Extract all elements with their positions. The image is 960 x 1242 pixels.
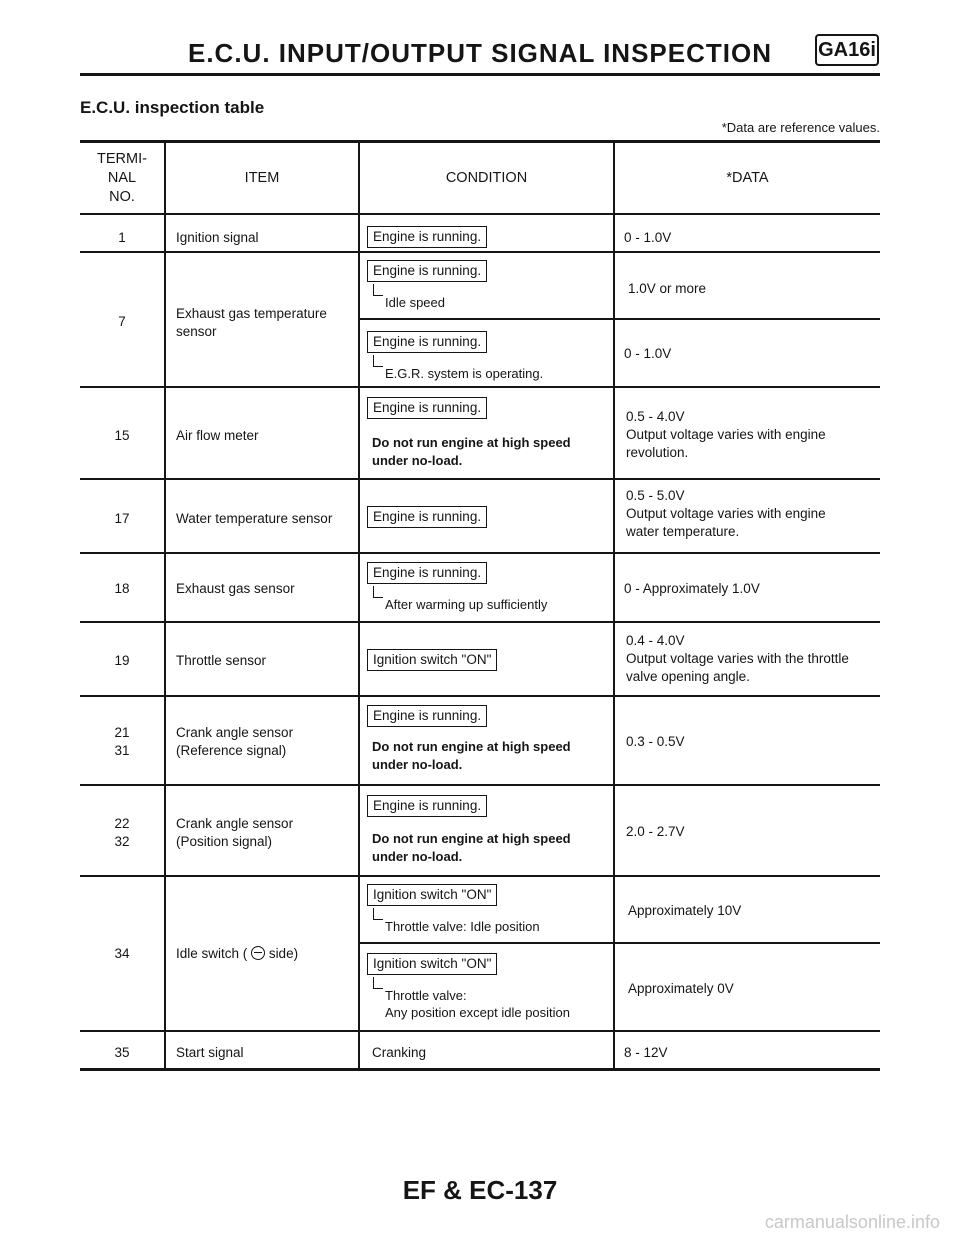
- item-name: Ignition signal: [176, 230, 259, 245]
- data-value: 1.0V or more: [628, 281, 707, 296]
- item-name: Exhaust gas sensor: [176, 581, 295, 596]
- item-name: Crank angle sensor (Position signal): [176, 816, 294, 849]
- reference-note: *Data are reference values.: [721, 120, 880, 135]
- condition-warning: Do not run engine at high speed under no-load.: [372, 435, 571, 468]
- item-name: Throttle sensor: [176, 653, 267, 668]
- condition-box: Ignition switch "ON": [367, 649, 497, 671]
- branch-connector: [373, 908, 383, 920]
- condition-box: Engine is running.: [367, 506, 487, 528]
- header-condition: CONDITION: [445, 170, 528, 186]
- row-rule: [80, 875, 880, 877]
- data-value: 0 - Approximately 1.0V: [624, 581, 760, 596]
- row-rule: [80, 478, 880, 480]
- condition-detail: After warming up sufficiently: [385, 597, 548, 612]
- condition-text: Cranking: [372, 1045, 427, 1060]
- terminal-no: 18: [114, 581, 130, 596]
- condition-box: Engine is running.: [367, 562, 487, 584]
- row-rule: [80, 386, 880, 388]
- row-rule: [80, 695, 880, 697]
- header-rule: [80, 213, 880, 215]
- terminal-no: 22 32: [114, 816, 130, 849]
- data-value: 8 - 12V: [624, 1045, 668, 1060]
- item-name: Exhaust gas temperature sensor: [176, 306, 327, 339]
- item-name: Start signal: [176, 1045, 244, 1060]
- title-rule: [80, 73, 880, 76]
- table-subtitle: E.C.U. inspection table: [80, 98, 265, 117]
- terminal-no: 1: [118, 230, 126, 245]
- item-name: Water temperature sensor: [176, 511, 333, 526]
- row-rule: [80, 784, 880, 786]
- row-rule: [80, 621, 880, 623]
- item-name: Air flow meter: [176, 428, 259, 443]
- data-value: 0.5 - 5.0V Output voltage varies with engine water temperature.: [626, 488, 826, 539]
- item-name-suffix: side): [268, 946, 299, 961]
- data-value: Approximately 10V: [628, 903, 742, 918]
- condition-box: Engine is running.: [367, 226, 487, 248]
- terminal-no: 35: [114, 1045, 130, 1060]
- terminal-no: 19: [114, 653, 130, 668]
- condition-warning: Do not run engine at high speed under no-load.: [372, 739, 571, 772]
- data-value: 0.3 - 0.5V: [626, 734, 685, 749]
- header-terminal: TERMI- NAL NO.: [97, 151, 147, 205]
- terminal-no: 15: [114, 428, 130, 443]
- condition-box: Engine is running.: [367, 705, 487, 727]
- negative-terminal-icon: [251, 946, 265, 960]
- data-value: Approximately 0V: [628, 981, 734, 996]
- terminal-no: 7: [118, 314, 126, 329]
- table-top-rule: [80, 140, 880, 143]
- sub-row-rule: [358, 318, 880, 320]
- sub-row-rule: [358, 942, 880, 944]
- terminal-no: 34: [114, 946, 130, 961]
- watermark: carmanualsonline.info: [764, 1212, 940, 1232]
- data-value: 0 - 1.0V: [624, 230, 672, 245]
- item-name: [176, 945, 298, 963]
- row-rule: [80, 251, 880, 253]
- col-divider-3: [613, 142, 615, 1070]
- condition-detail: E.G.R. system is operating.: [385, 366, 544, 381]
- col-divider-2: [358, 142, 360, 1070]
- data-value: 0.4 - 4.0V Output voltage varies with the throttle valve opening angle.: [626, 633, 849, 684]
- data-value: 0.5 - 4.0V Output voltage varies with engine revolution.: [626, 409, 826, 460]
- condition-detail: Idle speed: [385, 295, 445, 310]
- branch-connector: [373, 977, 383, 989]
- table-bottom-rule: [80, 1068, 880, 1071]
- condition-box: Engine is running.: [367, 397, 487, 419]
- header-data: *DATA: [726, 170, 769, 186]
- condition-box: Ignition switch "ON": [367, 884, 497, 906]
- condition-detail: Throttle valve: Any position except idle position: [385, 988, 571, 1020]
- page-title: E.C.U. INPUT/OUTPUT SIGNAL INSPECTION: [187, 38, 772, 68]
- condition-box: Engine is running.: [367, 331, 487, 353]
- item-name-prefix: Idle switch (: [176, 946, 248, 961]
- condition-warning: Do not run engine at high speed under no-load.: [372, 831, 571, 864]
- branch-connector: [373, 586, 383, 598]
- condition-detail: Throttle valve: Idle position: [385, 919, 540, 934]
- condition-box: Engine is running.: [367, 260, 487, 282]
- row-rule: [80, 1030, 880, 1032]
- condition-box: Ignition switch "ON": [367, 953, 497, 975]
- col-divider-1: [164, 142, 166, 1070]
- engine-badge: GA16i: [815, 34, 879, 66]
- row-rule: [80, 552, 880, 554]
- item-name: Crank angle sensor (Reference signal): [176, 725, 294, 758]
- branch-connector: [373, 284, 383, 296]
- branch-connector: [373, 355, 383, 367]
- page-number: EF & EC-137: [402, 1175, 558, 1205]
- header-item: ITEM: [244, 170, 280, 186]
- data-value: 2.0 - 2.7V: [626, 824, 685, 839]
- terminal-no: 21 31: [114, 725, 130, 758]
- terminal-no: 17: [114, 511, 130, 526]
- condition-box: Engine is running.: [367, 795, 487, 817]
- data-value: 0 - 1.0V: [624, 346, 672, 361]
